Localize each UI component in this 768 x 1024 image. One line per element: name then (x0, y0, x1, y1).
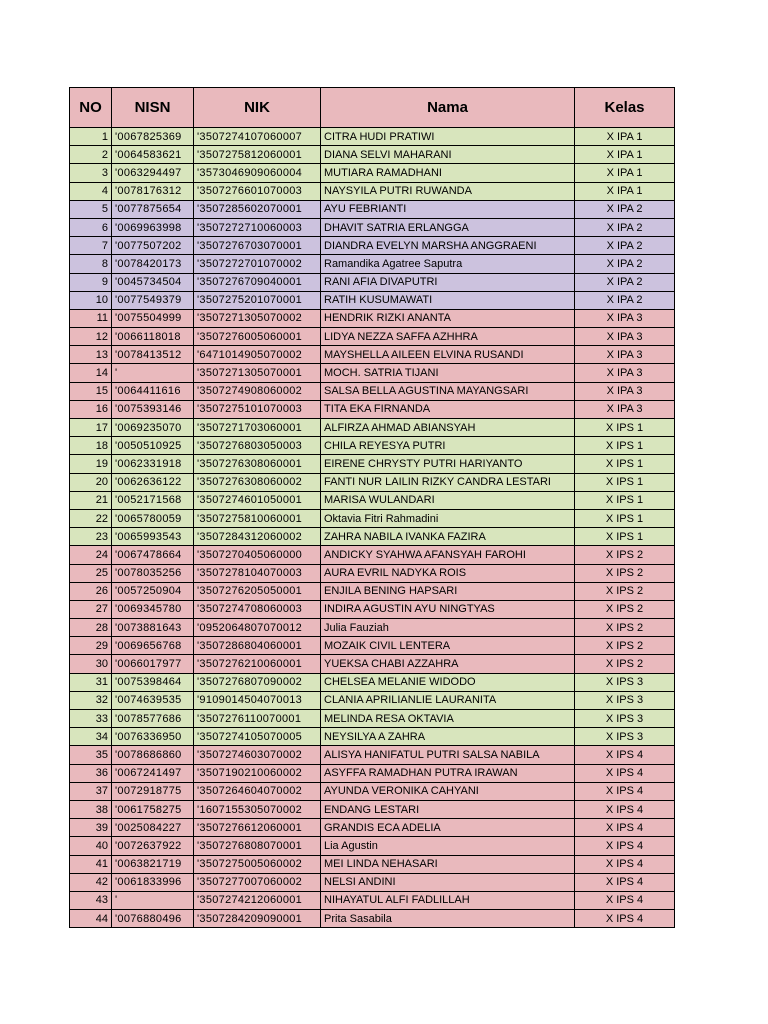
cell-nama: LIDYA NEZZA SAFFA AZHHRA (321, 328, 575, 346)
table-row (70, 509, 675, 527)
cell-nisn: '0077875654 (112, 200, 194, 218)
cell-nama: AYU FEBRIANTI (321, 200, 575, 218)
cell-no: 9 (70, 273, 112, 291)
cell-no: 23 (70, 528, 112, 546)
cell-nama: DIANDRA EVELYN MARSHA ANGGRAENI (321, 237, 575, 255)
cell-nisn: '0052171568 (112, 491, 194, 509)
cell-nama: MOCH. SATRIA TIJANI (321, 364, 575, 382)
cell-nik: '3507274105070005 (194, 728, 321, 746)
cell-no: 40 (70, 837, 112, 855)
cell-nisn: '0067825369 (112, 128, 194, 146)
cell-kelas: X IPS 4 (575, 891, 675, 909)
cell-nama: EIRENE CHRYSTY PUTRI HARIYANTO (321, 455, 575, 473)
cell-nisn: '0078413512 (112, 346, 194, 364)
cell-kelas: X IPA 2 (575, 291, 675, 309)
cell-no: 32 (70, 691, 112, 709)
cell-kelas: X IPA 3 (575, 382, 675, 400)
table-row (70, 564, 675, 582)
cell-no: 17 (70, 419, 112, 437)
cell-nik: '3507276005060001 (194, 328, 321, 346)
cell-nama: CHILA REYESYA PUTRI (321, 437, 575, 455)
cell-nama: DIANA SELVI MAHARANI (321, 146, 575, 164)
cell-nama: MELINDA RESA OKTAVIA (321, 710, 575, 728)
cell-kelas: X IPS 1 (575, 528, 675, 546)
cell-nama: YUEKSA CHABI AZZAHRA (321, 655, 575, 673)
cell-nama: CLANIA APRILIANLIE LAURANITA (321, 691, 575, 709)
cell-kelas: X IPS 1 (575, 455, 675, 473)
cell-kelas: X IPA 2 (575, 255, 675, 273)
cell-nik: '3507271305070001 (194, 364, 321, 382)
table-row (70, 546, 675, 564)
table-row (70, 455, 675, 473)
cell-no: 30 (70, 655, 112, 673)
cell-kelas: X IPS 4 (575, 800, 675, 818)
cell-kelas: X IPA 3 (575, 400, 675, 418)
cell-no: 29 (70, 637, 112, 655)
cell-no: 34 (70, 728, 112, 746)
table-row (70, 910, 675, 928)
cell-nik: '3507284312060002 (194, 528, 321, 546)
cell-no: 10 (70, 291, 112, 309)
table-row (70, 419, 675, 437)
cell-nisn: '0078035256 (112, 564, 194, 582)
cell-nama: AYUNDA VERONIKA CAHYANI (321, 782, 575, 800)
cell-no: 44 (70, 910, 112, 928)
table-row (70, 891, 675, 909)
cell-nik: '1607155305070002 (194, 800, 321, 818)
cell-nik: '3507278104070003 (194, 564, 321, 582)
cell-kelas: X IPS 2 (575, 655, 675, 673)
table-row (70, 673, 675, 691)
table-row (70, 346, 675, 364)
cell-nik: '3507277007060002 (194, 873, 321, 891)
cell-nik: '3507275201070001 (194, 291, 321, 309)
table-row (70, 437, 675, 455)
cell-nisn: '0065993543 (112, 528, 194, 546)
cell-nik: '3507284209090001 (194, 910, 321, 928)
cell-kelas: X IPA 1 (575, 128, 675, 146)
cell-nik: '3507276308060002 (194, 473, 321, 491)
cell-kelas: X IPA 3 (575, 309, 675, 327)
cell-nisn: '0064411616 (112, 382, 194, 400)
cell-nisn: '0045734504 (112, 273, 194, 291)
cell-nisn: '0077549379 (112, 291, 194, 309)
cell-nama: NEYSILYA A ZAHRA (321, 728, 575, 746)
cell-nisn: ' (112, 891, 194, 909)
cell-kelas: X IPA 2 (575, 218, 675, 236)
cell-nama: ASYFFA RAMADHAN PUTRA IRAWAN (321, 764, 575, 782)
table-row (70, 655, 675, 673)
cell-kelas: X IPS 2 (575, 637, 675, 655)
cell-nik: '3507276210060001 (194, 655, 321, 673)
cell-nama: ALISYA HANIFATUL PUTRI SALSA NABILA (321, 746, 575, 764)
cell-kelas: X IPS 1 (575, 437, 675, 455)
cell-kelas: X IPA 1 (575, 146, 675, 164)
table-row (70, 309, 675, 327)
cell-no: 25 (70, 564, 112, 582)
cell-no: 36 (70, 764, 112, 782)
cell-kelas: X IPS 2 (575, 546, 675, 564)
cell-nik: '3573046909060004 (194, 164, 321, 182)
cell-kelas: X IPA 2 (575, 237, 675, 255)
cell-nik: '3507264604070002 (194, 782, 321, 800)
cell-kelas: X IPS 1 (575, 491, 675, 509)
header-kelas: Kelas (575, 88, 675, 128)
cell-nama: MOZAIK CIVIL LENTERA (321, 637, 575, 655)
cell-no: 1 (70, 128, 112, 146)
table-row (70, 746, 675, 764)
table-row (70, 491, 675, 509)
cell-nisn: '0065780059 (112, 509, 194, 527)
cell-nik: '3507274601050001 (194, 491, 321, 509)
table-row (70, 637, 675, 655)
cell-kelas: X IPS 1 (575, 473, 675, 491)
cell-nama: ENJILA BENING HAPSARI (321, 582, 575, 600)
cell-nisn: '0078577686 (112, 710, 194, 728)
cell-nama: Ramandika Agatree Saputra (321, 255, 575, 273)
table-row (70, 237, 675, 255)
cell-nama: RANI AFIA DIVAPUTRI (321, 273, 575, 291)
cell-nama: NIHAYATUL ALFI FADLILLAH (321, 891, 575, 909)
cell-nisn: '0069656768 (112, 637, 194, 655)
header-nisn: NISN (112, 88, 194, 128)
cell-nik: '0952064807070012 (194, 619, 321, 637)
cell-nama: CHELSEA MELANIE WIDODO (321, 673, 575, 691)
cell-kelas: X IPA 3 (575, 346, 675, 364)
cell-no: 13 (70, 346, 112, 364)
cell-nik: '3507275810060001 (194, 509, 321, 527)
cell-nik: '3507271703060001 (194, 419, 321, 437)
cell-no: 14 (70, 364, 112, 382)
table-row (70, 855, 675, 873)
cell-kelas: X IPS 4 (575, 855, 675, 873)
cell-nama: DHAVIT SATRIA ERLANGGA (321, 218, 575, 236)
cell-nisn: '0075398464 (112, 673, 194, 691)
cell-no: 37 (70, 782, 112, 800)
cell-no: 31 (70, 673, 112, 691)
cell-nama: GRANDIS ECA ADELIA (321, 819, 575, 837)
cell-nik: '3507276807090002 (194, 673, 321, 691)
table-row (70, 400, 675, 418)
cell-kelas: X IPS 4 (575, 910, 675, 928)
cell-nama: HENDRIK RIZKI ANANTA (321, 309, 575, 327)
header-row (70, 88, 675, 128)
cell-nisn: ' (112, 364, 194, 382)
cell-no: 38 (70, 800, 112, 818)
table-row (70, 819, 675, 837)
cell-nama: MAYSHELLA AILEEN ELVINA RUSANDI (321, 346, 575, 364)
cell-nama: NELSI ANDINI (321, 873, 575, 891)
cell-nisn: '0074639535 (112, 691, 194, 709)
cell-nisn: '0077507202 (112, 237, 194, 255)
cell-no: 6 (70, 218, 112, 236)
cell-nik: '3507274908060002 (194, 382, 321, 400)
header-no: NO (70, 88, 112, 128)
cell-kelas: X IPS 3 (575, 673, 675, 691)
cell-nik: '9109014504070013 (194, 691, 321, 709)
cell-kelas: X IPA 2 (575, 273, 675, 291)
table-row (70, 710, 675, 728)
cell-nama: FANTI NUR LAILIN RIZKY CANDRA LESTARI (321, 473, 575, 491)
cell-nik: '3507275005060002 (194, 855, 321, 873)
cell-nik: '6471014905070002 (194, 346, 321, 364)
cell-no: 24 (70, 546, 112, 564)
header-nik: NIK (194, 88, 321, 128)
cell-nama: CITRA HUDI PRATIWI (321, 128, 575, 146)
table-row (70, 364, 675, 382)
cell-kelas: X IPS 2 (575, 582, 675, 600)
table-row (70, 800, 675, 818)
cell-kelas: X IPS 1 (575, 419, 675, 437)
cell-no: 15 (70, 382, 112, 400)
table-row (70, 691, 675, 709)
cell-nisn: '0072918775 (112, 782, 194, 800)
table-row (70, 782, 675, 800)
cell-nik: '3507276803050003 (194, 437, 321, 455)
cell-nama: INDIRA AGUSTIN AYU NINGTYAS (321, 600, 575, 618)
table-row (70, 164, 675, 182)
cell-nama: Prita Sasabila (321, 910, 575, 928)
cell-no: 28 (70, 619, 112, 637)
cell-nama: TITA EKA FIRNANDA (321, 400, 575, 418)
cell-no: 7 (70, 237, 112, 255)
cell-nama: MARISA WULANDARI (321, 491, 575, 509)
cell-nisn: '0069963998 (112, 218, 194, 236)
cell-nik: '3507276308060001 (194, 455, 321, 473)
cell-no: 26 (70, 582, 112, 600)
header-nama: Nama (321, 88, 575, 128)
cell-no: 12 (70, 328, 112, 346)
cell-kelas: X IPS 2 (575, 600, 675, 618)
cell-no: 35 (70, 746, 112, 764)
table-row (70, 146, 675, 164)
cell-nik: '3507286804060001 (194, 637, 321, 655)
cell-no: 4 (70, 182, 112, 200)
cell-nik: '3507276601070003 (194, 182, 321, 200)
cell-nik: '3507276709040001 (194, 273, 321, 291)
table-row (70, 764, 675, 782)
table-row (70, 328, 675, 346)
cell-nisn: '0075393146 (112, 400, 194, 418)
cell-nik: '3507272701070002 (194, 255, 321, 273)
cell-nisn: '0069345780 (112, 600, 194, 618)
cell-nik: '3507274708060003 (194, 600, 321, 618)
cell-kelas: X IPS 1 (575, 509, 675, 527)
cell-nama: AURA EVRIL NADYKA ROIS (321, 564, 575, 582)
cell-nik: '3507274603070002 (194, 746, 321, 764)
cell-kelas: X IPS 2 (575, 619, 675, 637)
cell-nama: MEI LINDA NEHASARI (321, 855, 575, 873)
table-body (70, 128, 675, 928)
cell-kelas: X IPA 3 (575, 364, 675, 382)
cell-nisn: '0050510925 (112, 437, 194, 455)
cell-kelas: X IPS 4 (575, 873, 675, 891)
cell-no: 22 (70, 509, 112, 527)
cell-nama: Lia Agustin (321, 837, 575, 855)
cell-nisn: '0076336950 (112, 728, 194, 746)
cell-kelas: X IPS 3 (575, 691, 675, 709)
cell-nik: '3507274212060001 (194, 891, 321, 909)
table-row (70, 218, 675, 236)
cell-no: 19 (70, 455, 112, 473)
table-row (70, 200, 675, 218)
cell-kelas: X IPS 4 (575, 764, 675, 782)
cell-nik: '3507275101070003 (194, 400, 321, 418)
cell-no: 39 (70, 819, 112, 837)
cell-nisn: '0064583621 (112, 146, 194, 164)
cell-nisn: '0063821719 (112, 855, 194, 873)
cell-no: 21 (70, 491, 112, 509)
cell-nama: Oktavia Fitri Rahmadini (321, 509, 575, 527)
cell-kelas: X IPA 1 (575, 164, 675, 182)
cell-nisn: '0073881643 (112, 619, 194, 637)
cell-nisn: '0062331918 (112, 455, 194, 473)
cell-nik: '3507276205050001 (194, 582, 321, 600)
table-row (70, 619, 675, 637)
cell-no: 42 (70, 873, 112, 891)
cell-nisn: '0061833996 (112, 873, 194, 891)
cell-no: 2 (70, 146, 112, 164)
cell-nik: '3507276110070001 (194, 710, 321, 728)
cell-nama: SALSA BELLA AGUSTINA MAYANGSARI (321, 382, 575, 400)
cell-kelas: X IPA 2 (575, 200, 675, 218)
cell-nisn: '0025084227 (112, 819, 194, 837)
cell-nama: Julia Fauziah (321, 619, 575, 637)
cell-nisn: '0057250904 (112, 582, 194, 600)
cell-nisn: '0076880496 (112, 910, 194, 928)
cell-nik: '3507270405060000 (194, 546, 321, 564)
student-table (69, 87, 675, 928)
cell-no: 18 (70, 437, 112, 455)
cell-nisn: '0078176312 (112, 182, 194, 200)
table-row (70, 528, 675, 546)
cell-no: 5 (70, 200, 112, 218)
table-row (70, 273, 675, 291)
cell-kelas: X IPA 1 (575, 182, 675, 200)
table-row (70, 255, 675, 273)
table-row (70, 128, 675, 146)
cell-kelas: X IPS 4 (575, 837, 675, 855)
cell-kelas: X IPA 3 (575, 328, 675, 346)
cell-no: 20 (70, 473, 112, 491)
cell-nik: '3507271305070002 (194, 309, 321, 327)
cell-nama: ZAHRA NABILA IVANKA FAZIRA (321, 528, 575, 546)
cell-nisn: '0063294497 (112, 164, 194, 182)
cell-nisn: '0061758275 (112, 800, 194, 818)
cell-nik: '3507276703070001 (194, 237, 321, 255)
cell-nisn: '0067241497 (112, 764, 194, 782)
cell-kelas: X IPS 2 (575, 564, 675, 582)
cell-nisn: '0062636122 (112, 473, 194, 491)
cell-nisn: '0078686860 (112, 746, 194, 764)
cell-nama: RATIH KUSUMAWATI (321, 291, 575, 309)
cell-nama: MUTIARA RAMADHANI (321, 164, 575, 182)
cell-no: 43 (70, 891, 112, 909)
cell-nisn: '0066017977 (112, 655, 194, 673)
cell-nama: NAYSYILA PUTRI RUWANDA (321, 182, 575, 200)
cell-nik: '3507276808070001 (194, 837, 321, 855)
table-row (70, 582, 675, 600)
cell-nisn: '0075504999 (112, 309, 194, 327)
cell-nama: ALFIRZA AHMAD ABIANSYAH (321, 419, 575, 437)
cell-kelas: X IPS 4 (575, 782, 675, 800)
table-row (70, 873, 675, 891)
cell-no: 8 (70, 255, 112, 273)
table-row (70, 182, 675, 200)
cell-no: 27 (70, 600, 112, 618)
cell-nik: '3507190210060002 (194, 764, 321, 782)
cell-nisn: '0078420173 (112, 255, 194, 273)
cell-kelas: X IPS 3 (575, 710, 675, 728)
table-row (70, 837, 675, 855)
cell-no: 16 (70, 400, 112, 418)
cell-nik: '3507274107060007 (194, 128, 321, 146)
cell-nama: ENDANG LESTARI (321, 800, 575, 818)
table-row (70, 291, 675, 309)
cell-kelas: X IPS 3 (575, 728, 675, 746)
cell-nik: '3507276612060001 (194, 819, 321, 837)
cell-kelas: X IPS 4 (575, 819, 675, 837)
cell-nisn: '0066118018 (112, 328, 194, 346)
table-row (70, 728, 675, 746)
table-row (70, 600, 675, 618)
cell-no: 33 (70, 710, 112, 728)
cell-kelas: X IPS 4 (575, 746, 675, 764)
cell-nisn: '0067478664 (112, 546, 194, 564)
cell-no: 11 (70, 309, 112, 327)
table-row (70, 473, 675, 491)
cell-no: 3 (70, 164, 112, 182)
cell-nik: '3507275812060001 (194, 146, 321, 164)
cell-no: 41 (70, 855, 112, 873)
table-row (70, 382, 675, 400)
cell-nik: '3507285602070001 (194, 200, 321, 218)
cell-nisn: '0069235070 (112, 419, 194, 437)
cell-nama: ANDICKY SYAHWA AFANSYAH FAROHI (321, 546, 575, 564)
cell-nik: '3507272710060003 (194, 218, 321, 236)
cell-nisn: '0072637922 (112, 837, 194, 855)
